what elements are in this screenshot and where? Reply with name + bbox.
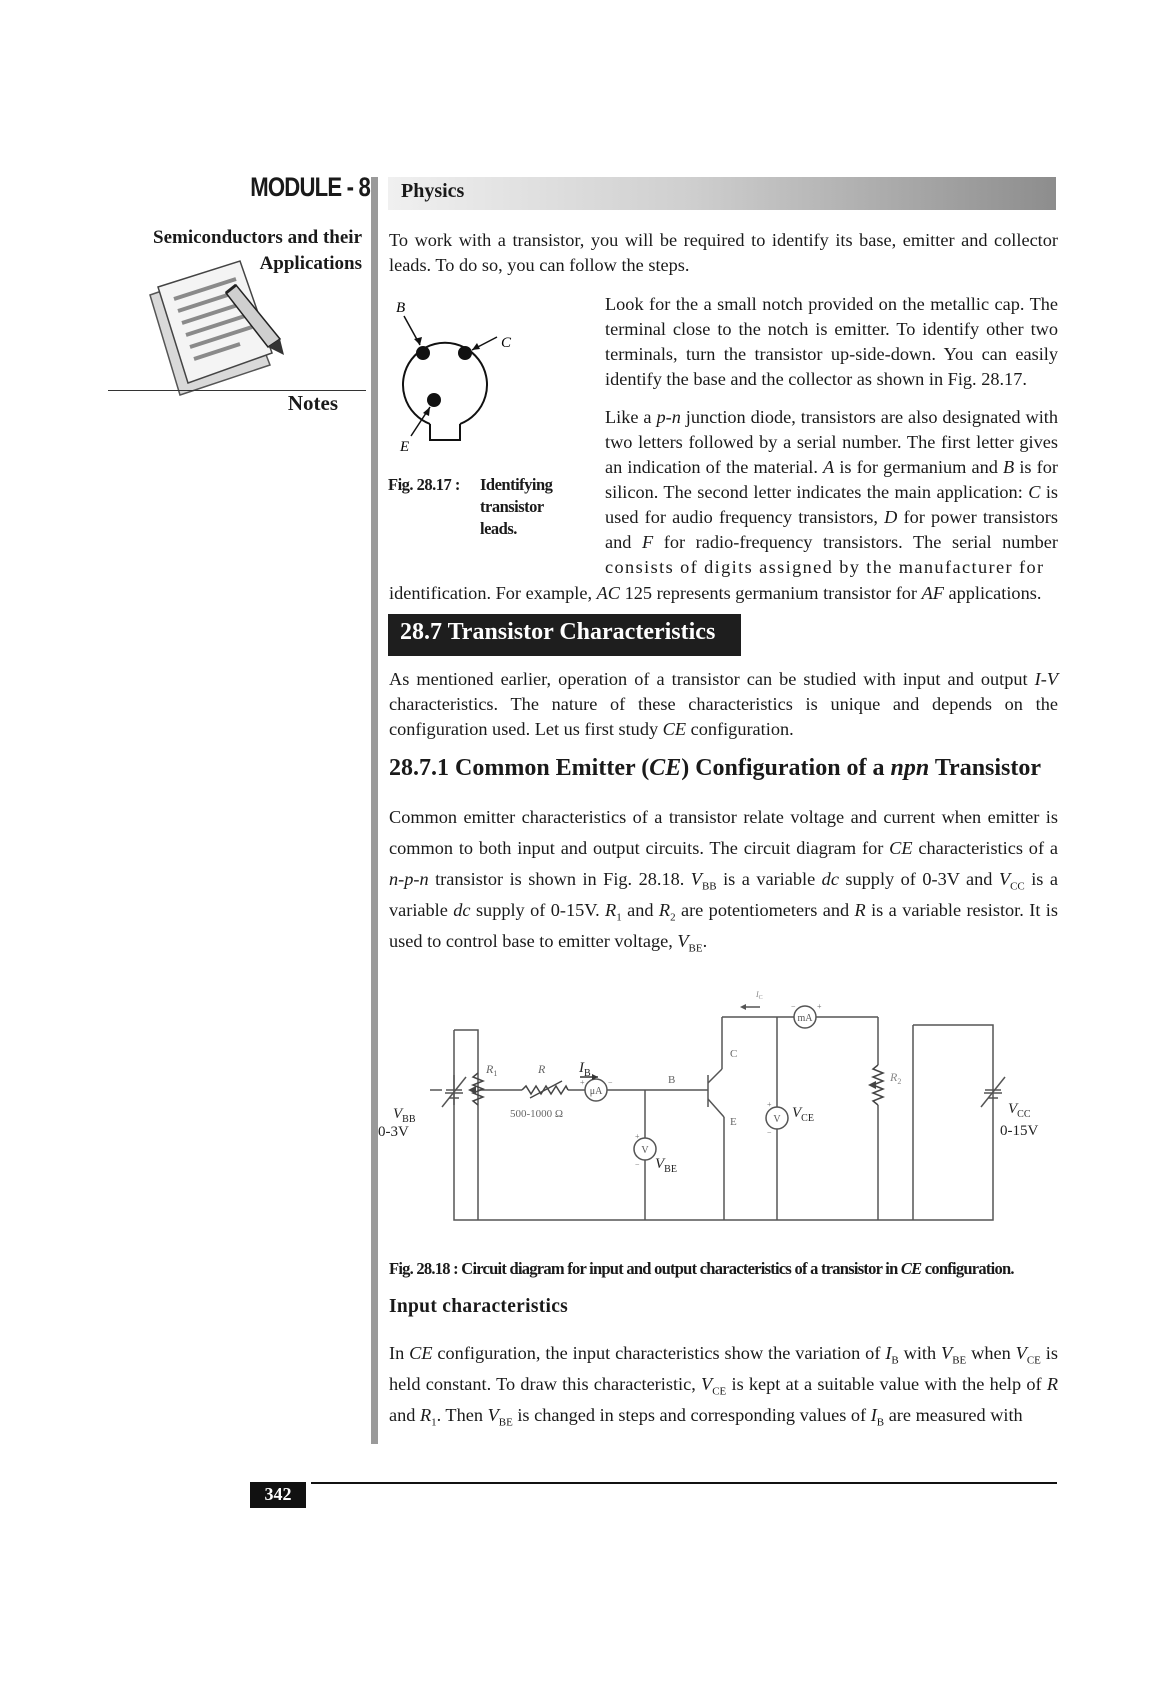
ce-circuit-diagram [378,990,1060,1235]
subject-title: Physics [401,180,465,202]
svg-text:+: + [580,1078,585,1087]
svg-text:VCC: $V_{CC}$ [1008,1101,1031,1120]
svg-text:IB: $I_B$ [579,1060,591,1079]
microammeter-label: μA [589,1086,603,1097]
svg-text:+: + [767,1100,772,1109]
notepad-pencil-icon [140,255,290,403]
ce-paragraph: Common emitter characteristics of a transistor relate voltage and current when emitter is common to both input and output circuits. The circuit diagram for CE characteristics of a n-p-n transistor is shown in Fig. 28.18. $V_{BB}$ is a variable dc supply of 0-3V and $V_{CC}$ is a variable dc supply of 0-15V. $R_1$ and $R_2$ are potentiometers and R is a variable resistor. It is used to control base to emitter voltage, $V_{BE}$. [389,807,1059,955]
label-c: C [501,335,512,351]
footer-rule [311,1482,1057,1484]
page-number: 342 [264,1484,292,1504]
svg-text:+: + [817,1002,822,1011]
designation-paragraph: Like a p-n junction diode, transistors are also designated with two letters followed by a serial number. The first letter gives an indication of the material. A is for germanium and B is for silicon. The second letter indicates the main application: C is used for audio frequency transistors, D for power transistors and F for radio-frequency transistors. The serial number consists of digits assigned by the manufacturer for [605,407,1059,577]
svg-text:−: − [635,1160,640,1169]
caption-label: Fig. 28.17 : [388,475,460,494]
svg-text:R2: $R_2$ [890,1070,902,1086]
label-e: E [400,439,410,455]
svg-text:−: − [767,1128,772,1137]
svg-text:VBE: $V_{BE}$ [655,1156,677,1175]
r-label: R [538,1062,546,1076]
vbb-range: 0-3V [378,1124,409,1140]
header-bar [388,177,1056,210]
svg-text:R1: $R_1$ [486,1062,498,1078]
label-b: B [396,300,406,316]
fig-28-17-caption: Fig. 28.17 : Identifying transistor leads. [388,475,553,538]
vce-meter-label: V [773,1114,781,1125]
input-characteristics-heading: Input characteristics [389,1296,569,1317]
notch-paragraph: Look for the a small notch provided on the metallic cap. The terminal close to the notch is emitter. To identify other two terminals, turn the transistor up-side-down. You can easily identify the base and the collector as shown in Fig. 28.17. [605,294,1058,389]
input-paragraph: In CE configuration, the input characteristics show the variation of $I_B$ with $V_{BE}$ when $V_{CE}$ is held constant. To draw this characteristic, $V_{CE}$ is kept at a suitable value with the help of R and $R_1$. Then $V_{BE}$ is changed in steps and corresponding values of $I_B$ are measured with [389,1343,1058,1429]
collector-label: C [730,1048,738,1060]
svg-text:IC: $I_C$ [756,990,763,1001]
designation-paragraph-end: identification. For example, AC 125 represents germanium transistor for AF applications. [389,583,1042,603]
module-subtitle-line2: Applications [259,253,362,274]
section-title: 28.7 Transistor Characteristics [400,619,716,645]
vbe-meter-label: V [641,1145,649,1156]
section-intro-paragraph: As mentioned earlier, operation of a transistor can be studied with input and output I-V characteristics. The nature of these characteristics is unique and depends on the configuration used. Let us first study CE configuration. [389,669,1058,739]
svg-text:−: − [791,1002,796,1011]
fig-28-18-caption: Fig. 28.18 : Circuit diagram for input and output characteristics of a transistor in CE configuration. [389,1259,1014,1278]
svg-text:VBB: $V_{BB}$ [393,1106,416,1125]
transistor-leads-figure [385,295,535,460]
module-title: MODULE - 8 [250,172,370,202]
base-label: B [668,1074,676,1086]
vcc-range: 0-15V [1000,1123,1039,1139]
margin-bar [371,177,378,1444]
subsection-title: 28.7.1 Common Emitter (CE) Configuration of a npn Transistor [389,755,1042,781]
intro-paragraph: To work with a transistor, you will be required to identify its base, emitter and collector leads. To do so, you can follow the steps. [389,230,1058,275]
emitter-label: E [730,1116,737,1128]
module-subtitle-line1: Semiconductors and their [153,227,362,248]
milliammeter-label: mA [797,1013,813,1024]
svg-text:+: + [635,1132,640,1141]
svg-text:−: − [608,1078,613,1087]
resistance-range: 500-1000 Ω [510,1108,564,1120]
svg-text:VCE: $V_{CE}$ [792,1105,814,1124]
notes-label: Notes [287,391,338,415]
